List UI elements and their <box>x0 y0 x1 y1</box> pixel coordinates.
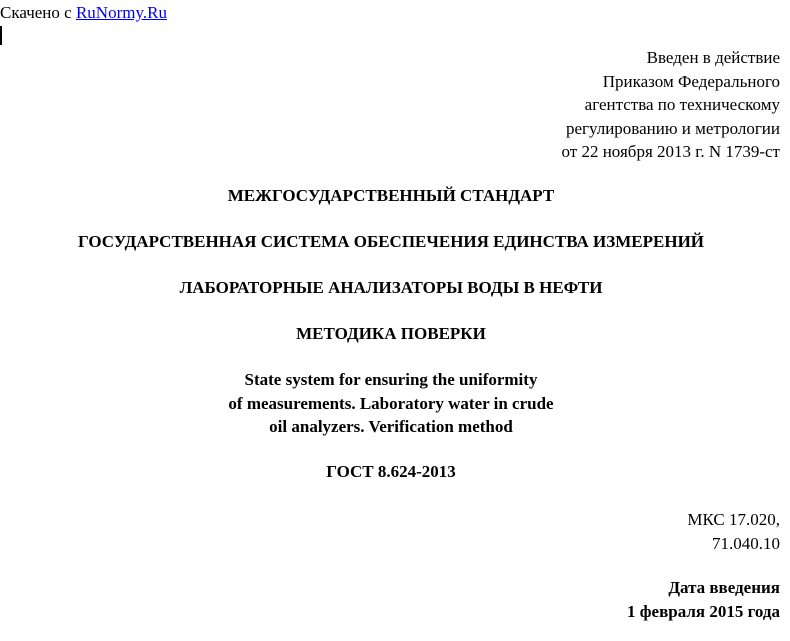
mks-line: МКС 17.020, <box>687 510 780 529</box>
introduction-date-label: Дата введения <box>668 578 780 597</box>
english-title-line: oil analyzers. Verification method <box>269 417 513 436</box>
source-prefix: Скачено с <box>0 3 76 22</box>
introduction-date <box>627 576 780 623</box>
method-heading: МЕТОДИКА ПОВЕРКИ <box>296 324 486 343</box>
interstate-standard-heading: МЕЖГОСУДАРСТВЕННЫЙ СТАНДАРТ <box>227 186 555 205</box>
enactment-line: регулированию и метрологии <box>565 118 780 138</box>
enactment-block <box>562 46 781 164</box>
english-title-line: of measurements. Laboratory water in crude <box>228 393 554 413</box>
subject-heading: ЛАБОРАТОРНЫЕ АНАЛИЗАТОРЫ ВОДЫ В НЕФТИ <box>179 278 603 297</box>
enactment-line: от 22 ноября 2013 г. N 1739-ст <box>561 142 780 161</box>
introduction-date-value: 1 февраля 2015 года <box>627 601 780 621</box>
mks-line: 71.040.10 <box>712 533 780 553</box>
english-title-line: State system for ensuring the uniformity <box>244 370 538 389</box>
enactment-line: агентства по техническому <box>584 95 780 114</box>
enactment-line: Введен в действие <box>646 48 780 67</box>
state-system-heading: ГОСУДАРСТВЕННАЯ СИСТЕМА ОБЕСПЕЧЕНИЯ ЕДИНСТВА ИЗМЕРЕНИЙ <box>77 232 705 251</box>
standard-number: ГОСТ 8.624-2013 <box>326 462 456 481</box>
source-line <box>0 3 167 23</box>
mks-codes <box>687 508 780 555</box>
text-cursor <box>0 26 2 45</box>
enactment-line: Приказом Федерального <box>602 71 780 91</box>
english-title <box>0 368 782 439</box>
runormy-link[interactable]: RuNormy.Ru <box>75 3 167 22</box>
